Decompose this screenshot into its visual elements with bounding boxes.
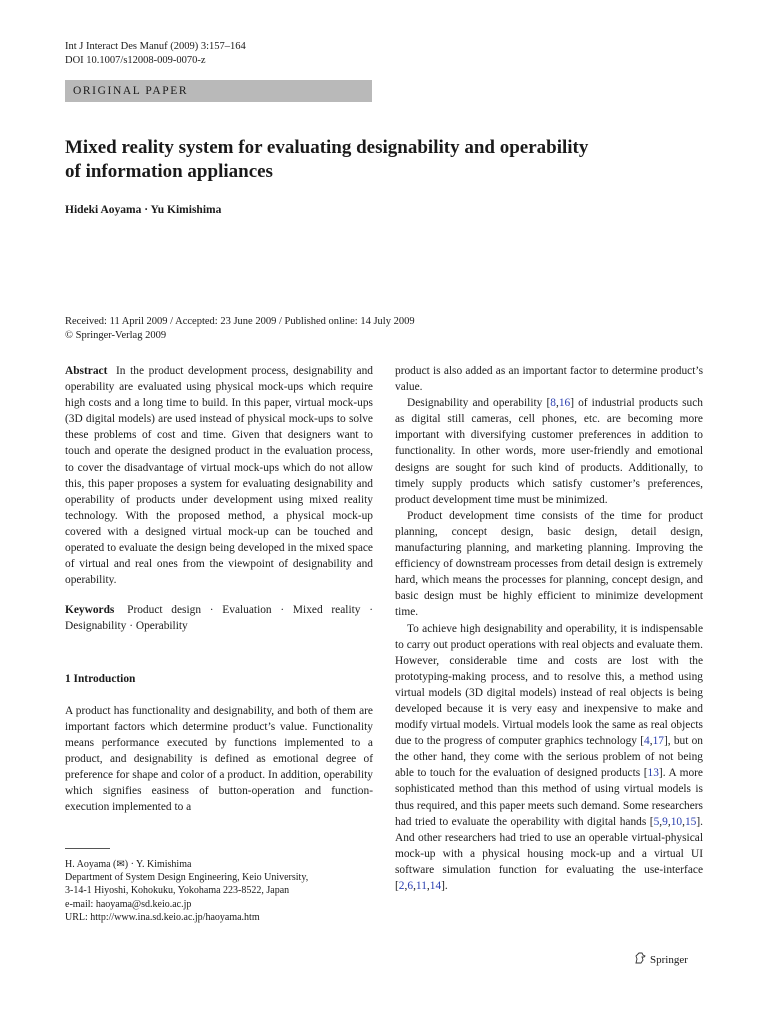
journal-citation: Int J Interact Des Manuf (2009) 3:157–164 [65,41,246,52]
citation-link[interactable]: 14 [429,880,442,892]
springer-horse-icon [633,951,647,968]
keywords-label: Keywords [65,604,115,617]
citation-link[interactable]: 9 [662,815,668,828]
text-run: , [659,815,663,828]
citation-link[interactable]: 4 [644,735,650,748]
publisher-logo [633,951,688,968]
text-run: , [413,880,416,892]
text-run: , [682,815,685,828]
section-heading-introduction: 1 Introduction [65,672,136,685]
department: Department of System Design Engineering, Keio University, [65,872,309,884]
text-run: , [667,815,671,828]
citation-link[interactable]: 15 [684,815,697,828]
authors: Hideki Aoyama · Yu Kimishima [65,204,222,216]
intro-paragraph-1: A product has functionality and designability, and both of them are important factors which determine product’s value. Functionality means performance executed by functions implemented to a product, and designability is defined as emotional degree of preference for shape and color of a product. In addition, operability which signifies easiness of button-operation and function-execution implemented to a [65,704,373,814]
text-run: , [649,735,653,748]
title-line-1: Mixed reality system for evaluating designability and operability [65,137,589,158]
paragraph-designability [395,395,703,508]
paragraph-virtual-models [395,621,703,895]
title-line-2: of information appliances [65,161,273,182]
citation-link[interactable]: 16 [558,397,571,410]
email: e-mail: haoyama@sd.keio.ac.jp [65,898,192,910]
copyright: © Springer-Verlag 2009 [65,330,167,341]
received-info [65,315,415,343]
text-run: , [426,880,430,892]
text-run: ] of industrial products such as digital still cameras, cell phones, etc. are becoming more important with diversifying customer preferences in addition to functionality. In other words, more user-friendly and emotional designs are sought for such kind of products. Additionally, to timely supply products which satisfy customer’s preferences, product development time must be minimized. [395,397,703,506]
citation-link[interactable]: 10 [670,815,683,828]
paragraph-development-time: Product development time consists of the time for product planning, concept design, basic design, detail design, manufacturing planning, and marketing planning. Improving the efficiency of downstream processes from detail design is extremely hard, which means the processes for planning, concept design, and basic design must be highly efficient to minimize development time. [395,509,703,619]
text-run: ]. [441,880,448,892]
citation-link[interactable]: 6 [407,880,414,892]
text-run: ]. And other researchers had tried to use an operable virtual-physical mock-up with a physical housing mock-up and a virtual UI software simulation function for evaluating the use-interface [ [395,815,703,892]
paper-title [65,136,715,184]
keywords [65,602,373,634]
paragraph-continued: product is also added as an important factor to determine product’s value. [395,365,703,394]
right-column [395,363,703,894]
abstract [65,363,373,588]
text-run: , [404,880,408,892]
journal-info [65,40,246,68]
publisher-name: Springer [650,953,688,966]
citation-link[interactable]: 17 [652,735,664,748]
text-run: Designability and operability [ [407,397,551,410]
address: 3-14-1 Hiyoshi, Kohokuku, Yokohama 223-8522, Japan [65,885,290,897]
author-affiliation [65,858,308,924]
citation-link[interactable]: 13 [647,767,659,780]
left-column [65,363,373,815]
footnote-divider [65,848,110,849]
citation-link[interactable]: 11 [415,880,427,892]
text-run: ], but on the other hand, they come with the serious problem of not being able to touch for the evaluation of designed products [ [395,735,703,780]
text-run: , [555,397,559,410]
citation-link[interactable]: 8 [550,397,556,410]
abstract-text: In the product development process, designability and operability are evaluated using physical mock-ups which require high costs and a long time to build. In this paper, virtual mock-ups (3D digital models) are used instead of physical mock-ups to solve these problems of cost and time. Given that designers want to touch and operate the designed product in the evaluation process, to cover the disadvantage of virtual mock-ups which do not allow this, this paper proposes a system for evaluating designability and operability of products under development using mixed reality technology. With the proposed method, a physical mock-up covered with a designed virtual mock-up can be touched and operated to evaluate the design being developed in the mixed space of virtual and real ones from the viewpoint of designability and operability. [65,365,373,587]
url: URL: http://www.ina.sd.keio.ac.jp/haoyama.htm [65,911,260,923]
text-run: ]. A more sophisticated method than this method of using virtual models is thus required, and this paper meets such demand. Some researchers had tried to evaluate the operability with digital hands [ [395,767,703,828]
doi: DOI 10.1007/s12008-009-0070-z [65,55,206,66]
citation-link[interactable]: 2 [398,880,405,892]
citation-link[interactable]: 5 [653,815,660,828]
author-names: H. Aoyama (✉) · Y. Kimishima [65,859,192,870]
received-dates: Received: 11 April 2009 / Accepted: 23 June 2009 / Published online: 14 July 2009 [65,316,415,327]
keywords-text: Product design · Evaluation · Mixed reality · Designability · Operability [65,604,373,633]
abstract-label: Abstract [65,365,108,377]
article-type-badge: ORIGINAL PAPER [65,80,372,102]
text-run: To achieve high designability and operability, it is indispensable to carry out product operations with real objects and evaluate them. However, considerable time and costs are lost with the prototyping-making process, and to resolve this, a method using virtual models (3D digital models) instead of real objects is being developed because it is very easy and inexpensive to make and modify virtual models. Virtual models look the same as real objects due to the progress of computer graphics technology [ [395,622,703,748]
